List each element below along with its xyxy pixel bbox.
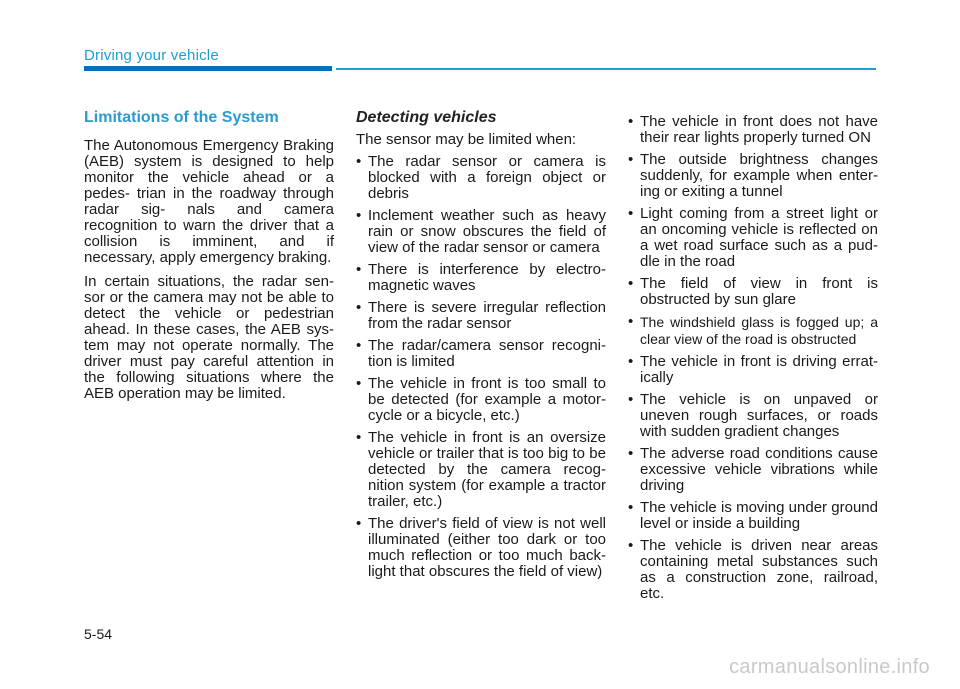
- bullet-icon: •: [628, 353, 634, 370]
- bullet-icon: •: [628, 537, 634, 554]
- subsection-title: Detecting vehicles: [356, 109, 497, 126]
- list-item: [356, 208, 606, 256]
- bullet-icon: •: [628, 151, 634, 168]
- section-header-title: Driving your vehicle: [84, 47, 219, 64]
- bullet-icon: •: [628, 275, 634, 292]
- list-item: [356, 300, 606, 332]
- list-item-text: The vehicle in front is an oversize vehicle or trailer that is too big to be detected by the camera recog- nition system (for example a tractor trailer, etc.): [368, 429, 606, 510]
- bullet-icon: •: [356, 207, 362, 224]
- list-item-text: The radar/camera sensor recogni- tion is limited: [368, 337, 606, 370]
- list-item: [628, 152, 878, 200]
- bullet-icon: •: [628, 499, 634, 516]
- list-item-text: The radar sensor or camera is blocked with a foreign object or debris: [368, 153, 606, 202]
- list-item: [628, 276, 878, 308]
- list-item-text: The vehicle is on unpaved or uneven rough surfaces, or roads with sudden gradient changes: [640, 391, 878, 440]
- bullet-icon: •: [628, 313, 634, 330]
- bullet-icon: •: [628, 113, 634, 130]
- list-item-text: Inclement weather such as heavy rain or snow obscures the field of view of the radar sensor or camera: [368, 207, 606, 256]
- list-item-text: There is interference by electro- magnetic waves: [368, 261, 606, 294]
- list-item-text: The windshield glass is fogged up; a clear view of the road is obstructed: [640, 314, 878, 347]
- list-item-text: The outside brightness changes suddenly, for example when enter- ing or exiting a tunnel: [640, 151, 878, 200]
- list-item: [356, 430, 606, 510]
- list-item: [356, 376, 606, 424]
- bullet-icon: •: [628, 445, 634, 462]
- list-item-text: The vehicle is driven near areas containing metal substances such as a construction zone, railroad, etc.: [640, 537, 878, 602]
- list-item: [628, 392, 878, 440]
- list-item: [628, 206, 878, 270]
- list-item: [356, 338, 606, 370]
- section-title: Limitations of the System: [84, 109, 279, 126]
- bullet-icon: •: [628, 205, 634, 222]
- left-column: [84, 110, 334, 410]
- bullet-icon: •: [356, 153, 362, 170]
- list-item: [628, 538, 878, 602]
- bullet-icon: •: [356, 261, 362, 278]
- intro-text: The sensor may be limited when:: [356, 131, 577, 148]
- page-number: 5-54: [84, 626, 113, 642]
- watermark: carmanualsonline.info: [729, 656, 930, 678]
- bullet-icon: •: [356, 299, 362, 316]
- paragraph-2: In certain situations, the radar sen- sor or the camera may not be able to detect the vehicle or pedestrian ahead. In these cases, the AEB sys- tem may not operate normally. The driver must pay careful attention in the following situations where the AEB operation may be limited.: [84, 273, 334, 402]
- list-item-text: The vehicle in front is too small to be detected (for example a motor- cycle or a bicycle, etc.): [368, 375, 606, 424]
- list-item-text: The vehicle in front does not have their rear lights properly turned ON: [640, 113, 878, 146]
- list-item: [628, 114, 878, 146]
- list-item: [356, 154, 606, 202]
- header-rule: [336, 68, 876, 70]
- bullet-icon: •: [356, 375, 362, 392]
- list-item: [628, 500, 878, 532]
- list-item: [628, 446, 878, 494]
- list-item: [628, 354, 878, 386]
- list-item: [628, 314, 878, 348]
- list-item-text: The field of view in front is obstructed by sun glare: [640, 275, 878, 308]
- right-column: [628, 114, 878, 608]
- list-item-text: Light coming from a street light or an oncoming vehicle is reflected on a wet road surface such as a pud- dle in the road: [640, 205, 878, 270]
- paragraph-1: The Autonomous Emergency Braking (AEB) system is designed to help monitor the vehicle ahead or a pedes- trian in the roadway through radar sig- nals and camera recognition to warn the driver that a collision is imminent, and if necessary, apply emergency braking.: [84, 137, 334, 266]
- bullet-icon: •: [356, 429, 362, 446]
- list-item-text: The vehicle is moving under ground level or inside a building: [640, 499, 878, 532]
- bullet-icon: •: [356, 337, 362, 354]
- list-item-text: The driver's field of view is not well illuminated (either too dark or too much reflection or too much back- light that obscures the field of view): [368, 515, 606, 580]
- limitations-list-right: [628, 114, 878, 602]
- bullet-icon: •: [356, 515, 362, 532]
- list-item: [356, 262, 606, 294]
- list-item: [356, 516, 606, 580]
- bullet-icon: •: [628, 391, 634, 408]
- list-item-text: There is severe irregular reflection from the radar sensor: [368, 299, 606, 332]
- header-bar: [84, 66, 332, 71]
- limitations-list-middle: [356, 154, 606, 580]
- list-item-text: The vehicle in front is driving errat- ically: [640, 353, 878, 386]
- middle-column: [356, 110, 606, 586]
- list-item-text: The adverse road conditions cause excessive vehicle vibrations while driving: [640, 445, 878, 494]
